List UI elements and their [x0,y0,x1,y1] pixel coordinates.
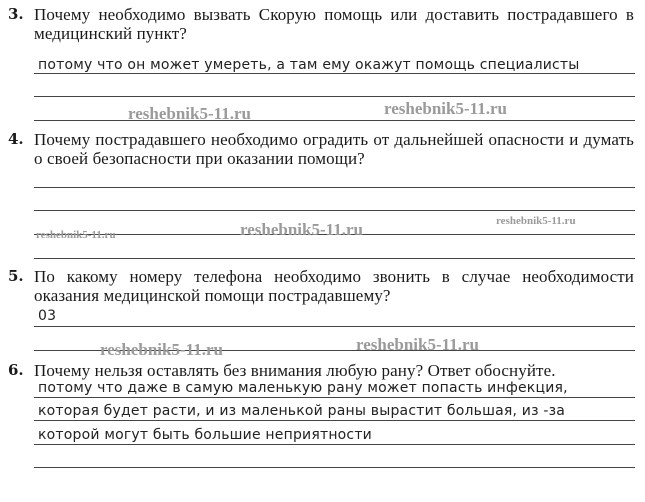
question-4-answer-rule-4 [34,258,635,259]
question-5-answer-rule-1 [34,326,635,327]
question-6-answer-rule-2 [34,420,635,421]
question-3-text: Почему необходимо вызвать Скорую помощь или доставить пострадавшего в медицинский пункт? [34,5,634,43]
watermark: reshebnik5-11.ru [36,229,116,241]
question-6-answer-rule-1 [34,397,635,398]
question-3-answer-rule-2 [34,96,635,97]
watermark: reshebnik5-11.ru [384,99,507,118]
question-6-text: Почему нельзя оставлять без внимания любую рану? Ответ обоснуйте. [34,361,556,380]
question-6-answer-line-1[interactable]: потому что даже в самую маленькую рану может попасть инфекция, [38,380,568,396]
watermark: reshebnik5-11.ru [100,340,223,359]
question-4-number: 4. [8,130,24,148]
question-3-answer-line-1[interactable]: потому что он может умереть, а там ему окажут помощь специалисты [38,57,580,73]
question-5-answer-line-1[interactable]: 03 [38,308,57,324]
question-6-number: 6. [8,361,24,379]
question-4-answer-rule-1 [34,187,635,188]
question-6-answer-line-3[interactable]: которой могут быть большие неприятности [38,427,372,443]
question-6-answer-rule-3 [34,444,635,445]
question-3-answer-rule-3 [34,120,635,121]
watermark: reshebnik5-11.ru [356,335,479,354]
watermark: reshebnik5-11.ru [496,215,576,227]
question-3-number: 3. [8,5,24,23]
question-4-text: Почему пострадавшего необходимо оградить от дальнейшей опасности и думать о своей безопасности при оказании помощи? [34,130,634,168]
question-4-answer-rule-2 [34,210,635,211]
watermark: reshebnik5-11.ru [240,220,363,239]
question-3-answer-rule-1 [34,73,635,74]
question-6-answer-rule-4 [34,467,635,468]
question-6-answer-line-2[interactable]: которая будет расти, и из маленькой раны вырастит большая, из -за [38,403,566,419]
question-5-number: 5. [8,267,24,285]
watermark: reshebnik5-11.ru [128,104,251,123]
question-5-text: По какому номеру телефона необходимо звонить в случае необходимости оказания медицинской помощи пострадавшему? [34,267,634,305]
